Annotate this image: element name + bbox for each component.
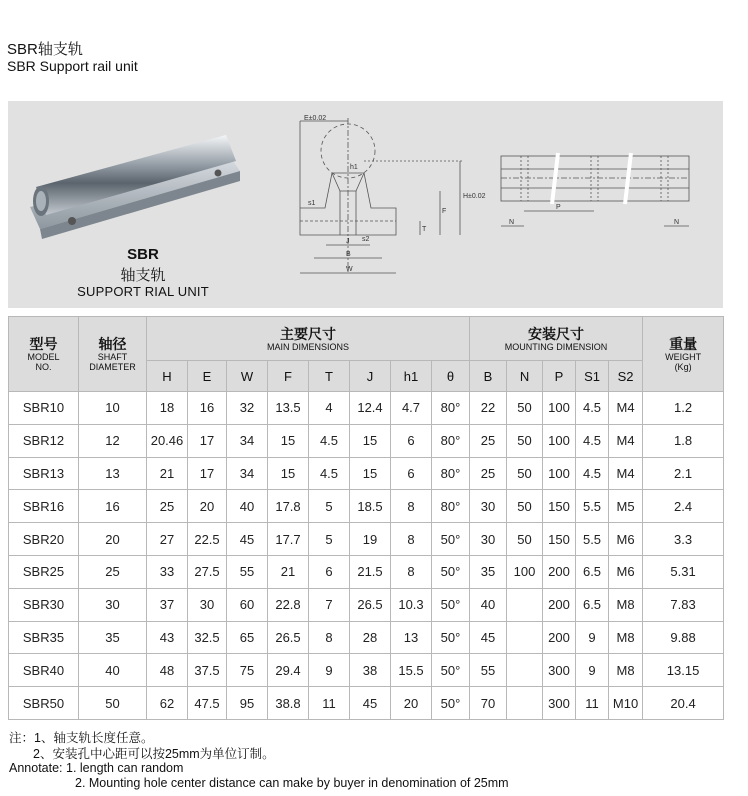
table-cell: 15.5 xyxy=(391,654,432,687)
table-cell: 33 xyxy=(147,555,188,588)
table-cell: 4.5 xyxy=(309,457,350,490)
table-cell: 300 xyxy=(543,687,576,720)
table-cell: M8 xyxy=(609,621,643,654)
table-cell xyxy=(507,621,543,654)
table-cell: 150 xyxy=(543,523,576,556)
table-cell: 37.5 xyxy=(188,654,227,687)
table-cell: 9.88 xyxy=(643,621,724,654)
table-cell: 13 xyxy=(391,621,432,654)
table-row xyxy=(9,424,724,457)
table-cell: 35 xyxy=(79,621,147,654)
table-cell: 15 xyxy=(350,424,391,457)
model-cell: SBR50 xyxy=(9,687,79,720)
table-cell: 8 xyxy=(391,490,432,523)
mounting-dimension-header: 安装尺寸 MOUNTING DIMENSION xyxy=(470,317,643,361)
table-cell: 11 xyxy=(576,687,609,720)
label-s1: s1 xyxy=(308,200,316,207)
table-cell: 5 xyxy=(309,490,350,523)
table-cell: 8 xyxy=(391,555,432,588)
table-cell: 200 xyxy=(543,555,576,588)
label-j: J xyxy=(346,238,350,245)
table-cell: 18 xyxy=(147,392,188,425)
model-cell: SBR16 xyxy=(9,490,79,523)
table-cell: 70 xyxy=(470,687,507,720)
column-header-s2: S2 xyxy=(609,361,643,392)
table-row xyxy=(9,457,724,490)
column-header-p: P xyxy=(543,361,576,392)
table-cell: 9 xyxy=(309,654,350,687)
table-row xyxy=(9,523,724,556)
column-header-j: J xyxy=(350,361,391,392)
table-cell: 38.8 xyxy=(268,687,309,720)
table-cell: 9 xyxy=(576,654,609,687)
table-cell: M4 xyxy=(609,457,643,490)
table-cell: 29.4 xyxy=(268,654,309,687)
table-cell: 50 xyxy=(79,687,147,720)
model-cell: SBR13 xyxy=(9,457,79,490)
figure-panel xyxy=(8,101,723,308)
table-cell xyxy=(507,687,543,720)
table-cell: 6 xyxy=(391,457,432,490)
table-cell: 13 xyxy=(79,457,147,490)
label-w: W xyxy=(346,266,353,273)
table-cell: M8 xyxy=(609,588,643,621)
model-cell: SBR40 xyxy=(9,654,79,687)
table-cell: 20.4 xyxy=(643,687,724,720)
note-cn-2: 2、安装孔中心距可以按25mm为单位订制。 xyxy=(33,747,275,761)
table-cell: 20.46 xyxy=(147,424,188,457)
table-cell: 50° xyxy=(432,654,470,687)
table-cell: 15 xyxy=(268,424,309,457)
table-cell: 19 xyxy=(350,523,391,556)
table-cell: 4.5 xyxy=(576,392,609,425)
table-cell: 30 xyxy=(470,523,507,556)
title-cn: SBR轴支轨 xyxy=(7,41,83,58)
table-cell: 20 xyxy=(79,523,147,556)
column-header-t: T xyxy=(309,361,350,392)
table-cell: 17.8 xyxy=(268,490,309,523)
table-cell: 22 xyxy=(470,392,507,425)
table-cell: 65 xyxy=(227,621,268,654)
column-header-: θ xyxy=(432,361,470,392)
table-cell: 25 xyxy=(470,457,507,490)
column-header-b: B xyxy=(470,361,507,392)
table-cell: 45 xyxy=(470,621,507,654)
table-row xyxy=(9,555,724,588)
note-en-1: Annotate: 1. length can random xyxy=(9,761,184,775)
table-cell: 2.1 xyxy=(643,457,724,490)
model-cell: SBR35 xyxy=(9,621,79,654)
table-row xyxy=(9,490,724,523)
table-row xyxy=(9,588,724,621)
table-cell: 27 xyxy=(147,523,188,556)
table-cell: M10 xyxy=(609,687,643,720)
table-cell: 4.7 xyxy=(391,392,432,425)
table-cell: 40 xyxy=(79,654,147,687)
table-cell: 47.5 xyxy=(188,687,227,720)
weight-header: 重量 WEIGHT (Kg) xyxy=(643,317,724,392)
table-cell: M6 xyxy=(609,555,643,588)
table-cell: 37 xyxy=(147,588,188,621)
column-header-h1: h1 xyxy=(391,361,432,392)
table-cell: 20 xyxy=(188,490,227,523)
table-cell: 28 xyxy=(350,621,391,654)
table-row xyxy=(9,654,724,687)
top-view-drawing xyxy=(496,151,696,236)
table-cell: 16 xyxy=(79,490,147,523)
table-cell: 48 xyxy=(147,654,188,687)
table-cell: 50 xyxy=(507,523,543,556)
table-cell: 21 xyxy=(147,457,188,490)
table-cell: 30 xyxy=(79,588,147,621)
table-cell: 32 xyxy=(227,392,268,425)
table-cell: 5.5 xyxy=(576,490,609,523)
model-cell: SBR10 xyxy=(9,392,79,425)
table-cell: 100 xyxy=(543,424,576,457)
table-cell: 1.2 xyxy=(643,392,724,425)
column-header-w: W xyxy=(227,361,268,392)
table-cell: 26.5 xyxy=(268,621,309,654)
table-cell: 12 xyxy=(79,424,147,457)
table-cell: 200 xyxy=(543,621,576,654)
table-cell: 45 xyxy=(350,687,391,720)
table-cell: 50 xyxy=(507,490,543,523)
table-cell: 50° xyxy=(432,523,470,556)
table-cell: 7.83 xyxy=(643,588,724,621)
table-cell: 6 xyxy=(309,555,350,588)
table-cell: 38 xyxy=(350,654,391,687)
table-cell: 6.5 xyxy=(576,555,609,588)
table-cell: 60 xyxy=(227,588,268,621)
figure-name-cn: 轴支轨 xyxy=(120,267,166,284)
column-header-s1: S1 xyxy=(576,361,609,392)
table-cell: 100 xyxy=(543,457,576,490)
table-cell: 4 xyxy=(309,392,350,425)
table-cell: 16 xyxy=(188,392,227,425)
table-cell: 50° xyxy=(432,588,470,621)
main-dimensions-header: 主要尺寸 MAIN DIMENSIONS xyxy=(147,317,470,361)
model-cell: SBR20 xyxy=(9,523,79,556)
column-header-n: N xyxy=(507,361,543,392)
table-cell: M8 xyxy=(609,654,643,687)
model-cell: SBR25 xyxy=(9,555,79,588)
table-cell: 22.5 xyxy=(188,523,227,556)
table-cell: 13.15 xyxy=(643,654,724,687)
rail-photo xyxy=(30,129,240,239)
model-header: 型号 MODEL NO. xyxy=(9,317,79,392)
table-cell: 4.5 xyxy=(309,424,350,457)
table-cell xyxy=(507,654,543,687)
column-header-e: E xyxy=(188,361,227,392)
table-cell: 15 xyxy=(350,457,391,490)
table-cell: 9 xyxy=(576,621,609,654)
table-cell: 30 xyxy=(188,588,227,621)
table-cell: 5.5 xyxy=(576,523,609,556)
table-cell: 62 xyxy=(147,687,188,720)
label-b: B xyxy=(346,251,351,258)
label-t: T xyxy=(422,226,427,233)
table-cell: 35 xyxy=(470,555,507,588)
title-en: SBR Support rail unit xyxy=(7,58,138,74)
table-cell: 4.5 xyxy=(576,457,609,490)
column-header-h: H xyxy=(147,361,188,392)
note-en-2: 2. Mounting hole center distance can make by buyer in denomination of 25mm xyxy=(75,776,509,790)
label-p: P xyxy=(556,204,561,211)
model-cell: SBR12 xyxy=(9,424,79,457)
table-cell: 15 xyxy=(268,457,309,490)
table-cell: 13.5 xyxy=(268,392,309,425)
label-n-left: N xyxy=(509,219,515,226)
table-cell: 50 xyxy=(507,457,543,490)
table-cell: 5.31 xyxy=(643,555,724,588)
table-cell: 25 xyxy=(147,490,188,523)
table-cell: 26.5 xyxy=(350,588,391,621)
table-cell: 55 xyxy=(470,654,507,687)
table-body xyxy=(9,392,724,720)
table-cell: 75 xyxy=(227,654,268,687)
table-cell: 22.8 xyxy=(268,588,309,621)
table-cell: M6 xyxy=(609,523,643,556)
label-h: H±0.02 xyxy=(463,193,486,200)
table-cell: 95 xyxy=(227,687,268,720)
table-cell: 8 xyxy=(309,621,350,654)
table-cell: 8 xyxy=(391,523,432,556)
table-cell: 34 xyxy=(227,424,268,457)
table-cell: 50° xyxy=(432,687,470,720)
table-cell: 10.3 xyxy=(391,588,432,621)
table-cell: 50° xyxy=(432,621,470,654)
table-cell: 1.8 xyxy=(643,424,724,457)
table-cell: 50° xyxy=(432,555,470,588)
table-cell: 50 xyxy=(507,392,543,425)
table-cell: 5 xyxy=(309,523,350,556)
figure-model: SBR xyxy=(127,246,159,263)
table-cell: 150 xyxy=(543,490,576,523)
shaft-header: 轴径 SHAFT DIAMETER xyxy=(79,317,147,392)
table-cell: 50 xyxy=(507,424,543,457)
table-cell: 18.5 xyxy=(350,490,391,523)
table-cell: 80° xyxy=(432,392,470,425)
table-cell: 10 xyxy=(79,392,147,425)
table-cell: 25 xyxy=(470,424,507,457)
table-cell: 200 xyxy=(543,588,576,621)
table-cell: 30 xyxy=(470,490,507,523)
table-cell: M4 xyxy=(609,392,643,425)
table-cell: 45 xyxy=(227,523,268,556)
model-cell: SBR30 xyxy=(9,588,79,621)
table-cell: 17 xyxy=(188,457,227,490)
table-cell: M5 xyxy=(609,490,643,523)
table-cell: 7 xyxy=(309,588,350,621)
spec-table xyxy=(8,316,724,720)
table-cell: 27.5 xyxy=(188,555,227,588)
table-cell: 80° xyxy=(432,424,470,457)
table-cell: 17.7 xyxy=(268,523,309,556)
table-row xyxy=(9,392,724,425)
table-cell: 6.5 xyxy=(576,588,609,621)
table-cell: 55 xyxy=(227,555,268,588)
label-h1: h1 xyxy=(350,164,358,171)
table-cell: 25 xyxy=(79,555,147,588)
table-cell: 32.5 xyxy=(188,621,227,654)
cross-section-drawing xyxy=(280,113,486,298)
table-cell: 17 xyxy=(188,424,227,457)
table-cell: 6 xyxy=(391,424,432,457)
table-cell: 100 xyxy=(507,555,543,588)
table-cell: 300 xyxy=(543,654,576,687)
column-header-f: F xyxy=(268,361,309,392)
note-cn-1: 注：1、轴支轨长度任意。 xyxy=(9,731,154,745)
table-cell: 34 xyxy=(227,457,268,490)
table-cell: 100 xyxy=(543,392,576,425)
table-row xyxy=(9,687,724,720)
table-cell: M4 xyxy=(609,424,643,457)
label-n-right: N xyxy=(674,219,680,226)
figure-name-en: SUPPORT RIAL UNIT xyxy=(77,284,209,299)
table-cell xyxy=(507,588,543,621)
table-cell: 20 xyxy=(391,687,432,720)
table-cell: 40 xyxy=(470,588,507,621)
table-row xyxy=(9,621,724,654)
table-cell: 3.3 xyxy=(643,523,724,556)
label-s2: s2 xyxy=(362,236,370,243)
table-cell: 4.5 xyxy=(576,424,609,457)
table-cell: 12.4 xyxy=(350,392,391,425)
table-cell: 40 xyxy=(227,490,268,523)
label-e: E±0.02 xyxy=(304,115,327,122)
table-cell: 80° xyxy=(432,490,470,523)
table-cell: 21.5 xyxy=(350,555,391,588)
table-cell: 43 xyxy=(147,621,188,654)
table-cell: 21 xyxy=(268,555,309,588)
table-cell: 11 xyxy=(309,687,350,720)
table-cell: 2.4 xyxy=(643,490,724,523)
label-f: F xyxy=(442,208,447,215)
table-cell: 80° xyxy=(432,457,470,490)
